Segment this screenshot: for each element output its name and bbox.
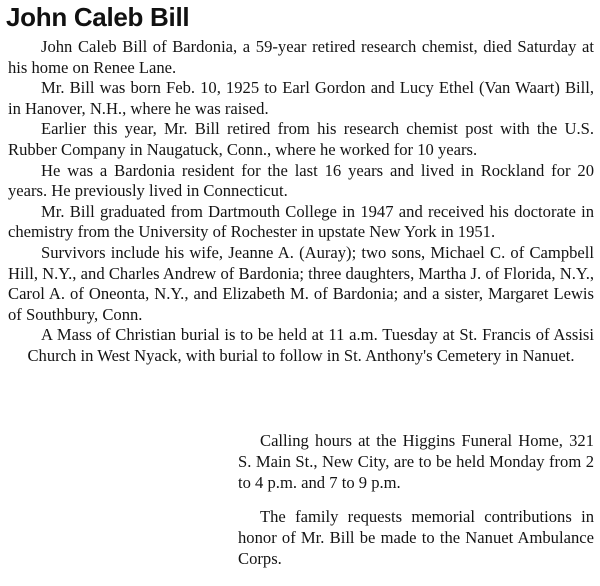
paragraph-education: Mr. Bill graduated from Dartmouth College in 1947 and received his doctorate in chemistry from the University of Rochester in upstate New York in 1951. (8, 201, 594, 242)
obituary-body (8, 37, 594, 367)
paragraph-memorial: The family requests memorial contributions in honor of Mr. Bill be made to the Nanuet Ambulance Corps. (238, 506, 594, 569)
obituary-headline: John Caleb Bill (6, 2, 190, 32)
obituary-side-column (238, 430, 594, 581)
paragraph-death-notice: John Caleb Bill of Bardonia, a 59-year retired research chemist, died Saturday at his home on Renee Lane. (8, 37, 594, 77)
paragraph-calling-hours: Calling hours at the Higgins Funeral Home, 321 S. Main St., New City, are to be held Monday from 2 to 4 p.m. and 7 to 9 p.m. (238, 431, 594, 493)
paragraph-career: Earlier this year, Mr. Bill retired from his research chemist post with the U.S. Rubber Company in Naugatuck, Conn., where he worked for 10 years. (8, 119, 594, 159)
paragraph-birth: Mr. Bill was born Feb. 10, 1925 to Earl Gordon and Lucy Ethel (Van Waart) Bill, in Hanover, N.H., where he was raised. (8, 78, 594, 118)
paragraph-burial: A Mass of Christian burial is to be held at 11 a.m. Tuesday at St. Francis of Assisi Church in West Nyack, with burial to follow in St. Anthony's Cemetery in Nanuet. (27, 325, 594, 365)
paragraph-residence: He was a Bardonia resident for the last 16 years and lived in Rockland for 20 years. He previously lived in Connecticut. (8, 160, 594, 201)
paragraph-survivors: Survivors include his wife, Jeanne A. (Auray); two sons, Michael C. of Campbell Hill, N.Y., and Charles Andrew of Bardonia; three daughters, Martha J. of Florida, N.Y., Carol A. of Oneonta, N.Y., and Elizabeth M. of Bardonia; and a sister, Margaret Lewis of Southbury, Conn. (8, 242, 594, 324)
